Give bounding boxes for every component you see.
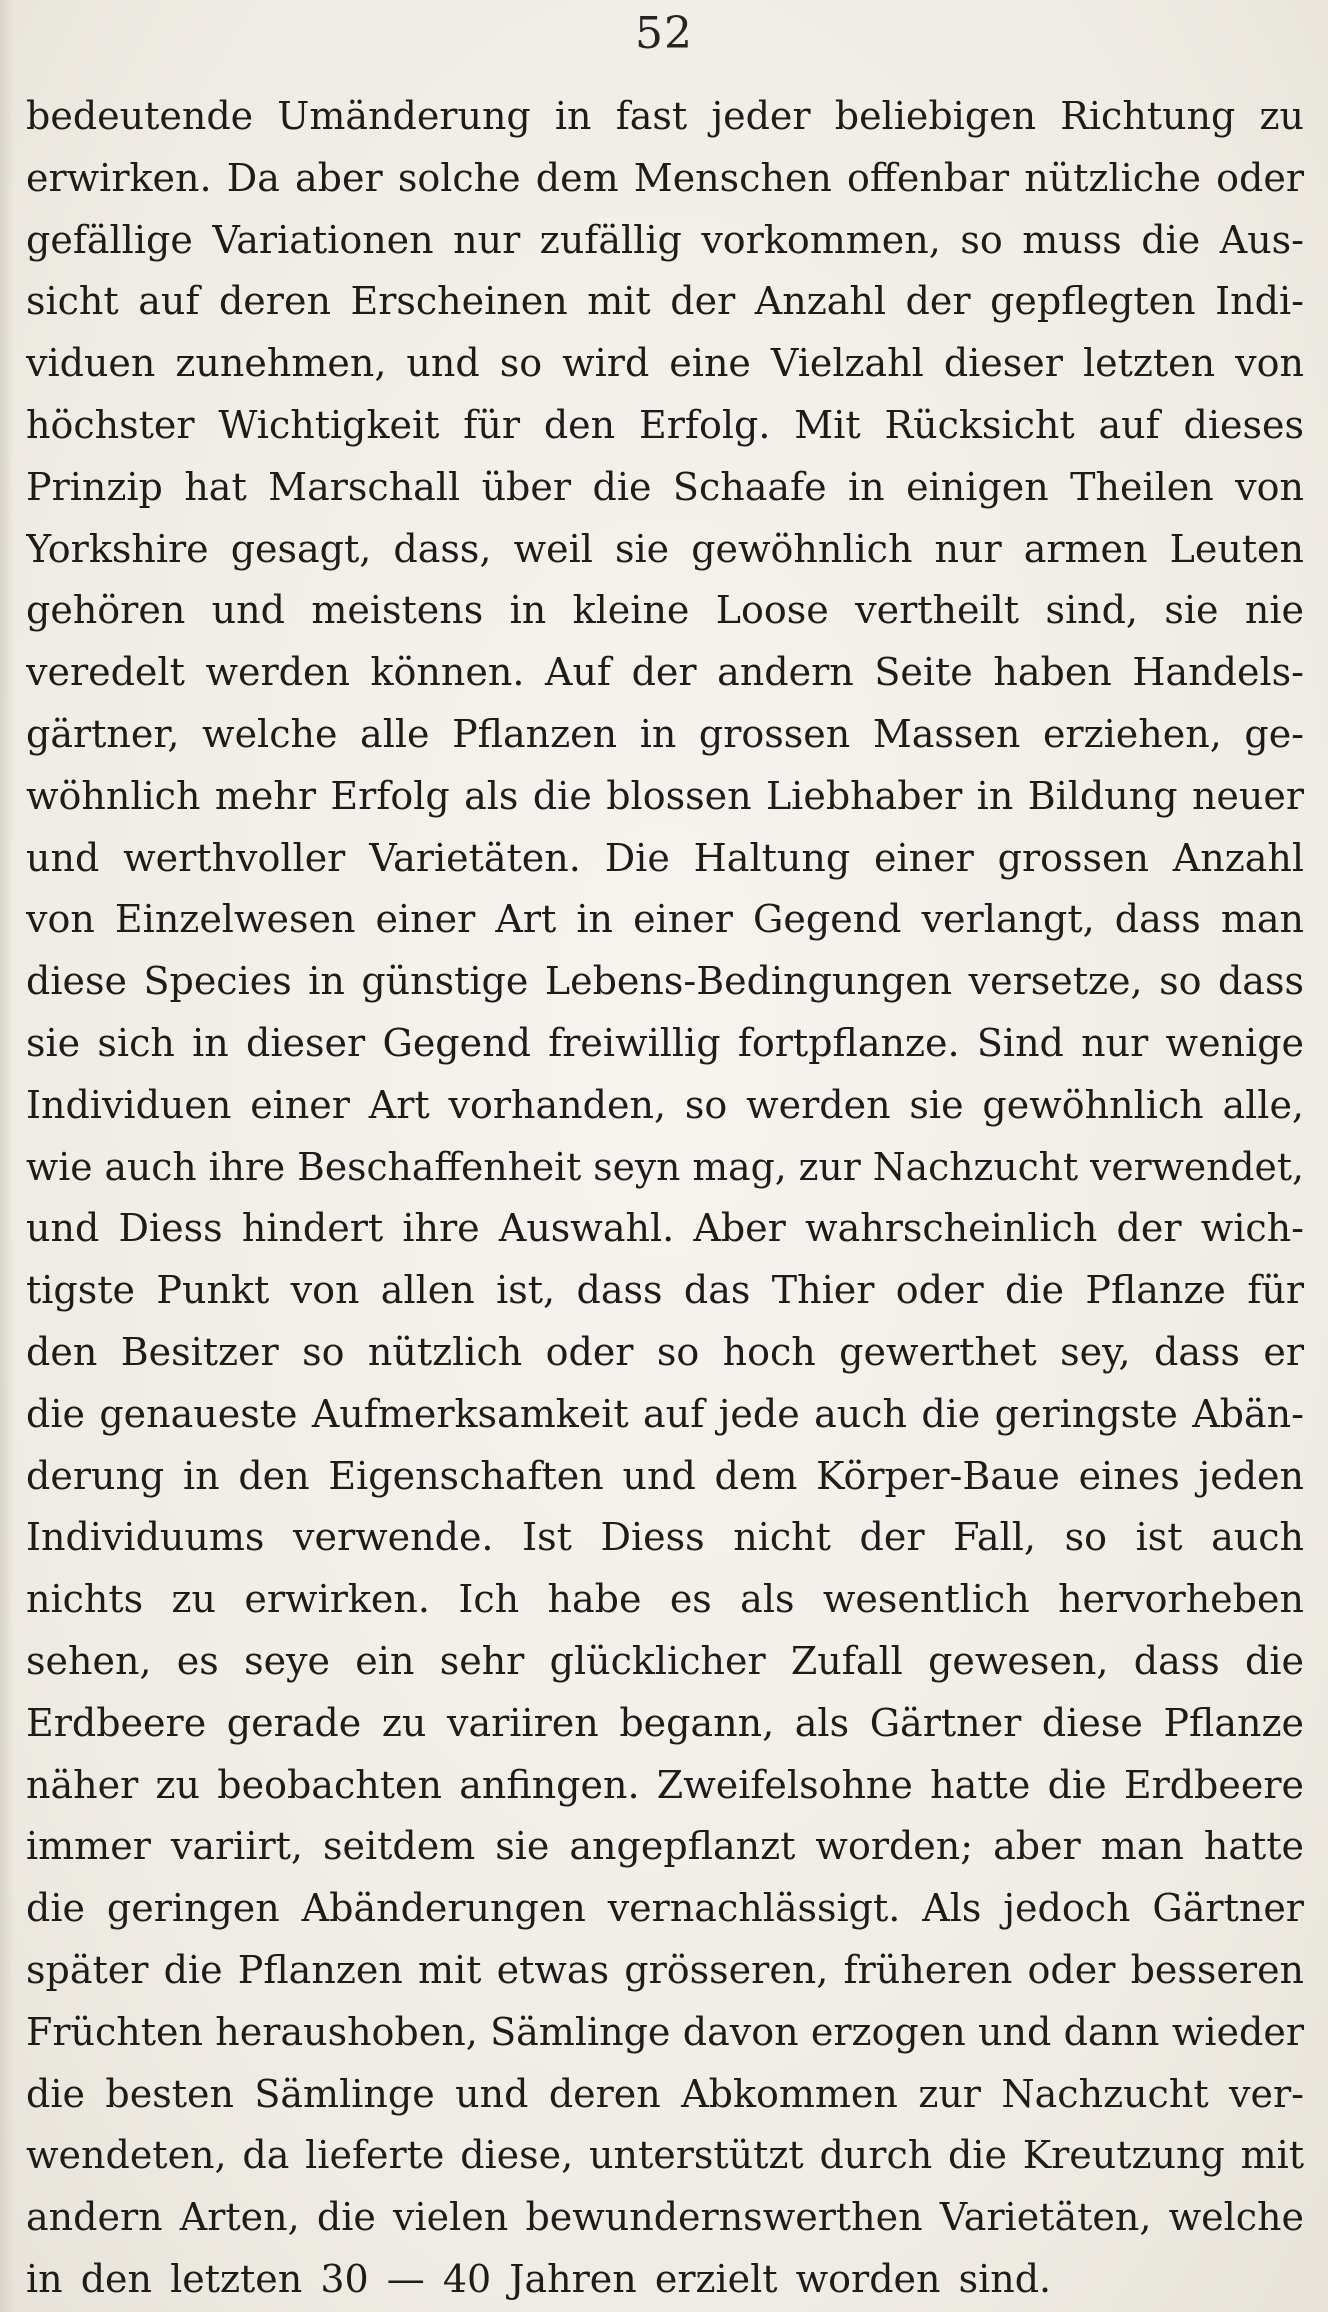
text-line: sie sich in dieser Gegend freiwillig fortpflanze. Sind nur wenige [26,1020,1304,1065]
text-line: sicht auf deren Erscheinen mit der Anzahl der gepflegten Indi- [26,279,1304,324]
text-line: Yorkshire gesagt, dass, weil sie gewöhnlich nur armen Leuten [26,526,1304,571]
text-line: tigste Punkt von allen ist, dass das Thier oder die Pflanze für [26,1268,1304,1313]
text-line: die geringen Abänderungen vernachlässigt. Als jedoch Gärtner [26,1886,1304,1931]
text-line: andern Arten, die vielen bewundernswerthen Varietäten, welche [26,2195,1304,2240]
text-line: Individuen einer Art vorhanden, so werden sie gewöhnlich alle, [26,1082,1304,1127]
page-number: 52 [635,8,693,59]
text-line: wöhnlich mehr Erfolg als die blossen Liebhaber in Bildung neuer [26,773,1304,818]
text-line: die besten Sämlinge und deren Abkommen zur Nachzucht ver- [26,2071,1304,2116]
text-line: und Diess hindert ihre Auswahl. Aber wahrscheinlich der wich- [26,1206,1304,1251]
text-line: derung in den Eigenschaften und dem Körper-Baue eines jeden [26,1453,1304,1498]
text-line: erwirken. Da aber solche dem Menschen offenbar nützliche oder [26,155,1304,200]
text-line: Erdbeere gerade zu variiren begann, als Gärtner diese Pflanze [26,1700,1304,1745]
text-line-last: in den letzten 30 — 40 Jahren erzielt worden sind. [26,2256,1052,2301]
text-line: und werthvoller Varietäten. Die Haltung einer grossen Anzahl [26,835,1304,880]
text-line: Früchten heraushoben, Sämlinge davon erzogen und dann wieder [26,2009,1304,2054]
text-line: gärtner, welche alle Pflanzen in grossen Massen erziehen, ge- [26,711,1304,756]
text-line: gefällige Variationen nur zufällig vorkommen, so muss die Aus- [26,217,1304,262]
text-line: immer variirt, seitdem sie angepflanzt worden; aber man hatte [26,1824,1304,1869]
text-line: von Einzelwesen einer Art in einer Gegend verlangt, dass man [26,897,1304,942]
text-line: veredelt werden können. Auf der andern Seite haben Handels- [26,650,1304,695]
text-line: sehen, es seye ein sehr glücklicher Zufall gewesen, dass die [26,1638,1304,1683]
text-line: Individuums verwende. Ist Diess nicht der Fall, so ist auch [26,1515,1304,1560]
text-line: bedeutende Umänderung in fast jeder beliebigen Richtung zu [26,94,1304,138]
body-text [26,86,1304,2311]
text-line: später die Pflanzen mit etwas grösseren, früheren oder besseren [26,1947,1304,1992]
text-line: den Besitzer so nützlich oder so hoch gewerthet sey, dass er [26,1329,1304,1374]
text-line: diese Species in günstige Lebens-Bedingungen versetze, so dass [26,959,1304,1004]
text-line: wie auch ihre Beschaffenheit seyn mag, zur Nachzucht verwendet, [26,1144,1304,1189]
text-line: viduen zunehmen, und so wird eine Vielzahl dieser letzten von [26,341,1304,386]
text-line: die genaueste Aufmerksamkeit auf jede auch die geringste Abän- [26,1391,1304,1436]
text-line: näher zu beobachten anfingen. Zweifelsohne hatte die Erdbeere [26,1762,1304,1807]
text-line: Prinzip hat Marschall über die Schaafe in einigen Theilen von [26,464,1304,509]
text-line: gehören und meistens in kleine Loose vertheilt sind, sie nie [26,588,1304,633]
text-line: nichts zu erwirken. Ich habe es als wesentlich hervorheben [26,1577,1304,1622]
page-gutter-shadow [0,0,14,2312]
text-line: höchster Wichtigkeit für den Erfolg. Mit Rücksicht auf dieses [26,402,1304,447]
text-line: wendeten, da lieferte diese, unterstützt durch die Kreutzung mit [26,2133,1304,2178]
